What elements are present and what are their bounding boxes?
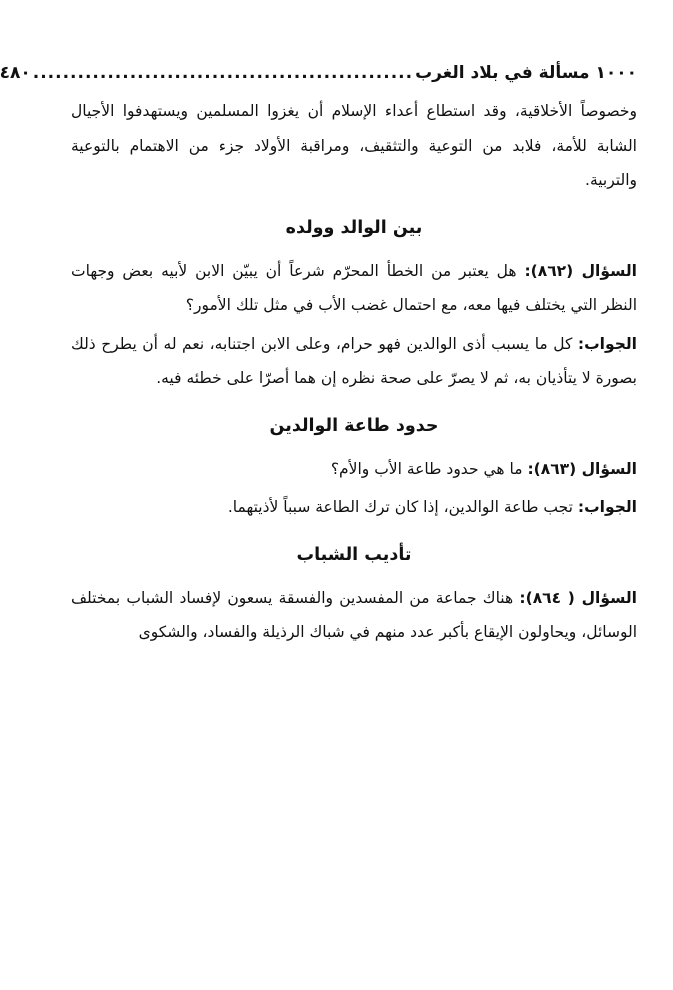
page-number: ٤٨٠	[0, 63, 31, 83]
intro-paragraph: وخصوصاً الأخلاقية، وقد استطاع أعداء الإسلام أن يغزوا المسلمين ويستهدفوا الأجيال الشابة للأمة، فلابد من التوعية والتثقيف، ومراقبة الأولاد جزء من الاهتمام بالتوعية والتربية.	[71, 102, 637, 189]
answer-text: كل ما يسبب أذى الوالدين فهو حرام، وعلى الابن اجتنابه، نعم له أن يطرح ذلك بصورة لا يتأذيان به، ثم لا يصرّ على صحة نظره إن هما أصرّا على خطئه فيه.	[71, 334, 637, 387]
question-label: السؤال (٨٦٣):	[527, 459, 637, 478]
question-text: ما هي حدود طاعة الأب والأم؟	[330, 459, 528, 478]
question-text: هناك جماعة من المفسدين والفسقة يسعون لإفساد الشباب بمختلف الوسائل، ويحاولون الإيقاع بأكبر عدد منهم في شباك الرذيلة والفساد، والشكوى	[71, 588, 637, 641]
running-header	[0, 58, 637, 88]
book-title: ١٠٠٠ مسألة في بلاد الغرب	[415, 63, 637, 83]
section-heading-obedience-limits: حدود طاعة الوالدين	[269, 415, 439, 436]
question-862	[71, 254, 637, 323]
leader-dots: ...................................................	[32, 63, 414, 83]
answer-text: تجب طاعة الوالدين، إذا كان ترك الطاعة سبباً لأذيتهما.	[227, 498, 578, 516]
question-863	[71, 452, 637, 487]
section-heading-parent-child: بين الوالد وولده	[285, 217, 423, 238]
answer-label: الجواب:	[577, 498, 637, 516]
question-label: السؤال (٨٦٢):	[524, 261, 637, 280]
section-heading-youth-discipline: تأديب الشباب	[296, 544, 412, 565]
answer-863	[71, 490, 637, 525]
question-864	[71, 581, 637, 650]
question-label: السؤال ( ٨٦٤):	[519, 588, 637, 607]
book-page	[0, 58, 637, 650]
answer-862	[71, 327, 637, 396]
question-text: هل يعتبر من الخطأ المحرّم شرعاً أن يبيّن الابن لأبيه بعض وجهات النظر التي يختلف فيها معه، مع احتمال غضب الأب في مثل تلك الأمور؟	[71, 261, 637, 314]
answer-label: الجواب:	[577, 334, 637, 353]
